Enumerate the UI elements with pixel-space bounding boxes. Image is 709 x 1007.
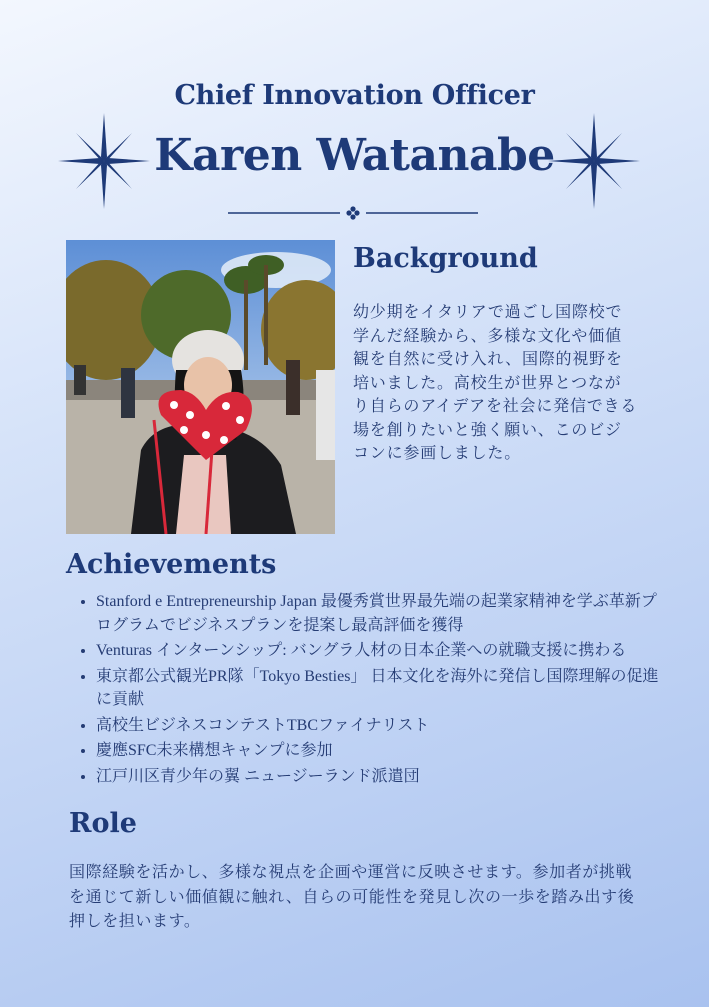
list-item: • 東京都公式観光PR隊「Tokyo Besties」 日本文化を海外に発信し国際理解の促進に貢献 [96, 665, 661, 712]
list-item: • 慶應SFC未来構想キャンプに参加 [96, 739, 661, 763]
achievements-heading: Achievements [66, 549, 277, 580]
ornament-divider-icon [228, 205, 478, 221]
list-item: • 高校生ビジネスコンテストTBCファイナリスト [96, 714, 661, 738]
list-item: • Stanford e Entrepreneurship Japan 最優秀賞世界最先端の起業家精神を学ぶ革新プログラムでビジネスプランを提案し最高評価を獲得 [96, 590, 661, 637]
list-item: • 江戸川区青少年の翼 ニュージーランド派遣団 [96, 765, 661, 789]
person-name: Karen Watanabe [154, 130, 555, 181]
role-heading: Role [69, 808, 137, 839]
list-item: • Venturas インターンシップ: バングラ人材の日本企業への就職支援に携わる [96, 639, 661, 663]
role-text: 国際経験を活かし、多様な視点を企画や運営に反映させます。参加者が挑戦を通じて新しい価値観に触れ、自らの可能性を発見し次の一歩を踏み出す後押しを担います。 [69, 864, 635, 930]
profile-photo [66, 240, 335, 534]
background-text: 幼少期をイタリアで過ごし国際校で学んだ経験から、多様な文化や価値観を自然に受け入れ、国際的視野を培いました。高校生が世界とつながり自らのアイデアを社会に発信できる場を創りたいと強く願い、このビジコンに参画しました。 [353, 304, 638, 462]
achievements-list [80, 590, 661, 790]
background-heading: Background [353, 243, 538, 274]
job-title: Chief Innovation Officer [174, 80, 535, 111]
